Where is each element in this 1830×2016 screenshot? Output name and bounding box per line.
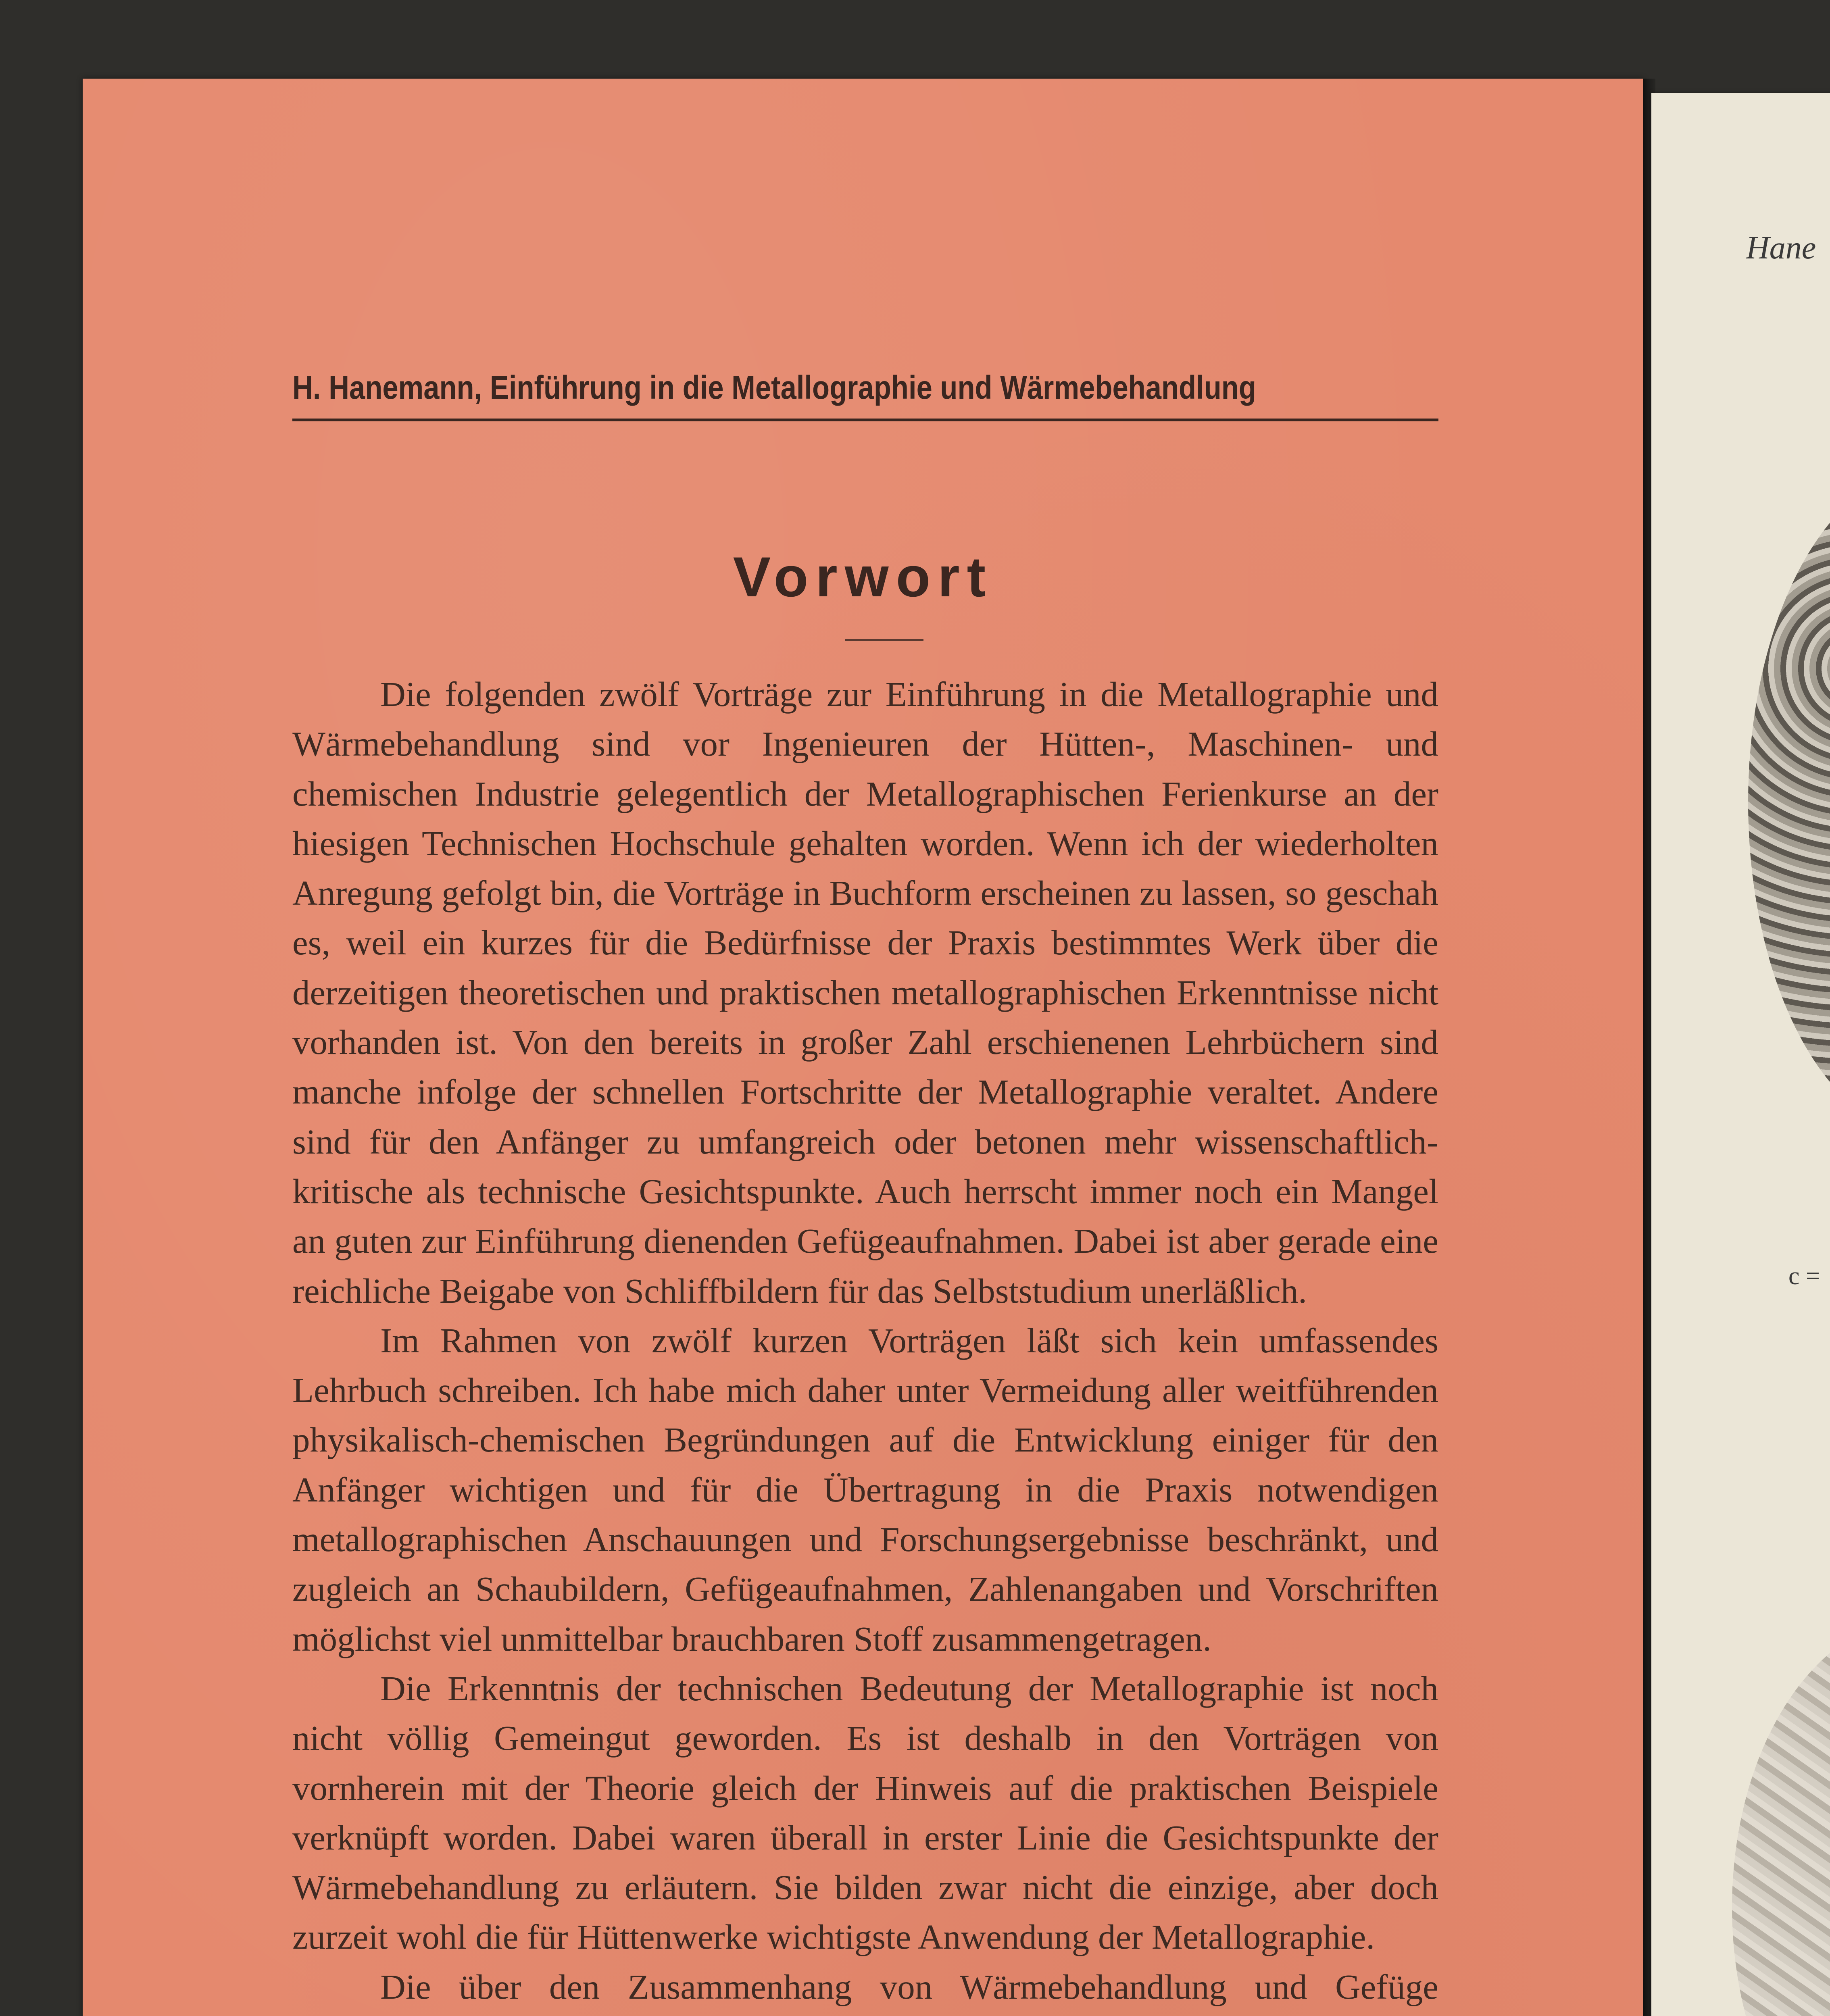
book-page	[83, 79, 1643, 2016]
running-title: H. Hanemann, Einführung in die Metallographie und Wärmebehandlung	[292, 369, 1256, 406]
paragraph: Die folgenden zwölf Vorträge zur Einführung in die Metallographie und Wärmebehandlung sind vor Ingenieuren der Hütten-, Maschinen- und chemischen Industrie gelegentlich der Metallographischen Ferienkurse an der hiesigen Technischen Hochschule gehalten worden. Wenn ich der wiederholten Anregung gefolgt bin, die Vorträge in Buchform erscheinen zu lassen, so geschah es, weil ein kurzes für die Bedürfnisse der Praxis bestimmtes Werk über die derzeitigen theoretischen und praktischen metallographischen Erkenntnisse nicht vorhanden ist. Von den bereits in großer Zahl erschienenen Lehrbüchern sind manche infolge der schnellen Fortschritte der Metallographie veraltet. Andere sind für den Anfänger zu umfangreich oder betonen mehr wissenschaftlich-kritische als technische Gesichtspunkte. Auch herrscht immer noch ein Mangel an guten zur Einführung dienenden Gefügeaufnahmen. Dabei ist aber gerade eine reichliche Beigabe von Schliffbildern für das Selbststudium unerläßlich.	[292, 675, 1438, 1310]
micrograph-image	[1732, 1617, 1830, 2016]
paragraph: Im Rahmen von zwölf kurzen Vorträgen läßt sich kein umfassendes Lehrbuch schreiben. Ich habe mich daher unter Vermeidung aller weitführenden physikalisch-chemischen Begründungen auf die Entwicklung einiger für den Anfänger wichtigen und für die Übertragung in die Praxis notwendigen metallographischen Anschauungen und Forschungsergebnisse beschränkt, und zugleich an Schaubildern, Gefügeaufnahmen, Zahlenangaben und Vorschriften möglichst viel unmittelbar brauchbaren Stoff zusammengetragen.	[292, 1320, 1438, 1658]
facing-label: c =	[1788, 1262, 1820, 1290]
facing-running-head: Hane	[1746, 230, 1816, 266]
title-divider	[845, 639, 923, 641]
micrograph-image	[1748, 468, 1830, 1137]
body-text	[292, 669, 1438, 2016]
paragraph: Die über den Zusammenhang von Wärmebehandlung und Gefüge	[380, 1967, 1438, 2006]
facing-page	[1651, 93, 1830, 2016]
paragraph: Die Erkenntnis der technischen Bedeutung der Metallographie ist noch nicht völlig Gemeingut geworden. Es ist deshalb in den Vorträgen von vornherein mit der Theorie gleich der Hinweis auf die praktischen Beispiele verknüpft worden. Dabei waren überall in erster Linie die Gesichtspunkte der Wärmebehandlung zu erläutern. Sie bilden zwar nicht die einzige, aber doch zurzeit wohl die für Hüttenwerke wichtigste Anwendung der Metallographie.	[292, 1668, 1438, 1957]
page-title: Vorwort	[733, 545, 993, 608]
running-header	[292, 361, 1438, 421]
